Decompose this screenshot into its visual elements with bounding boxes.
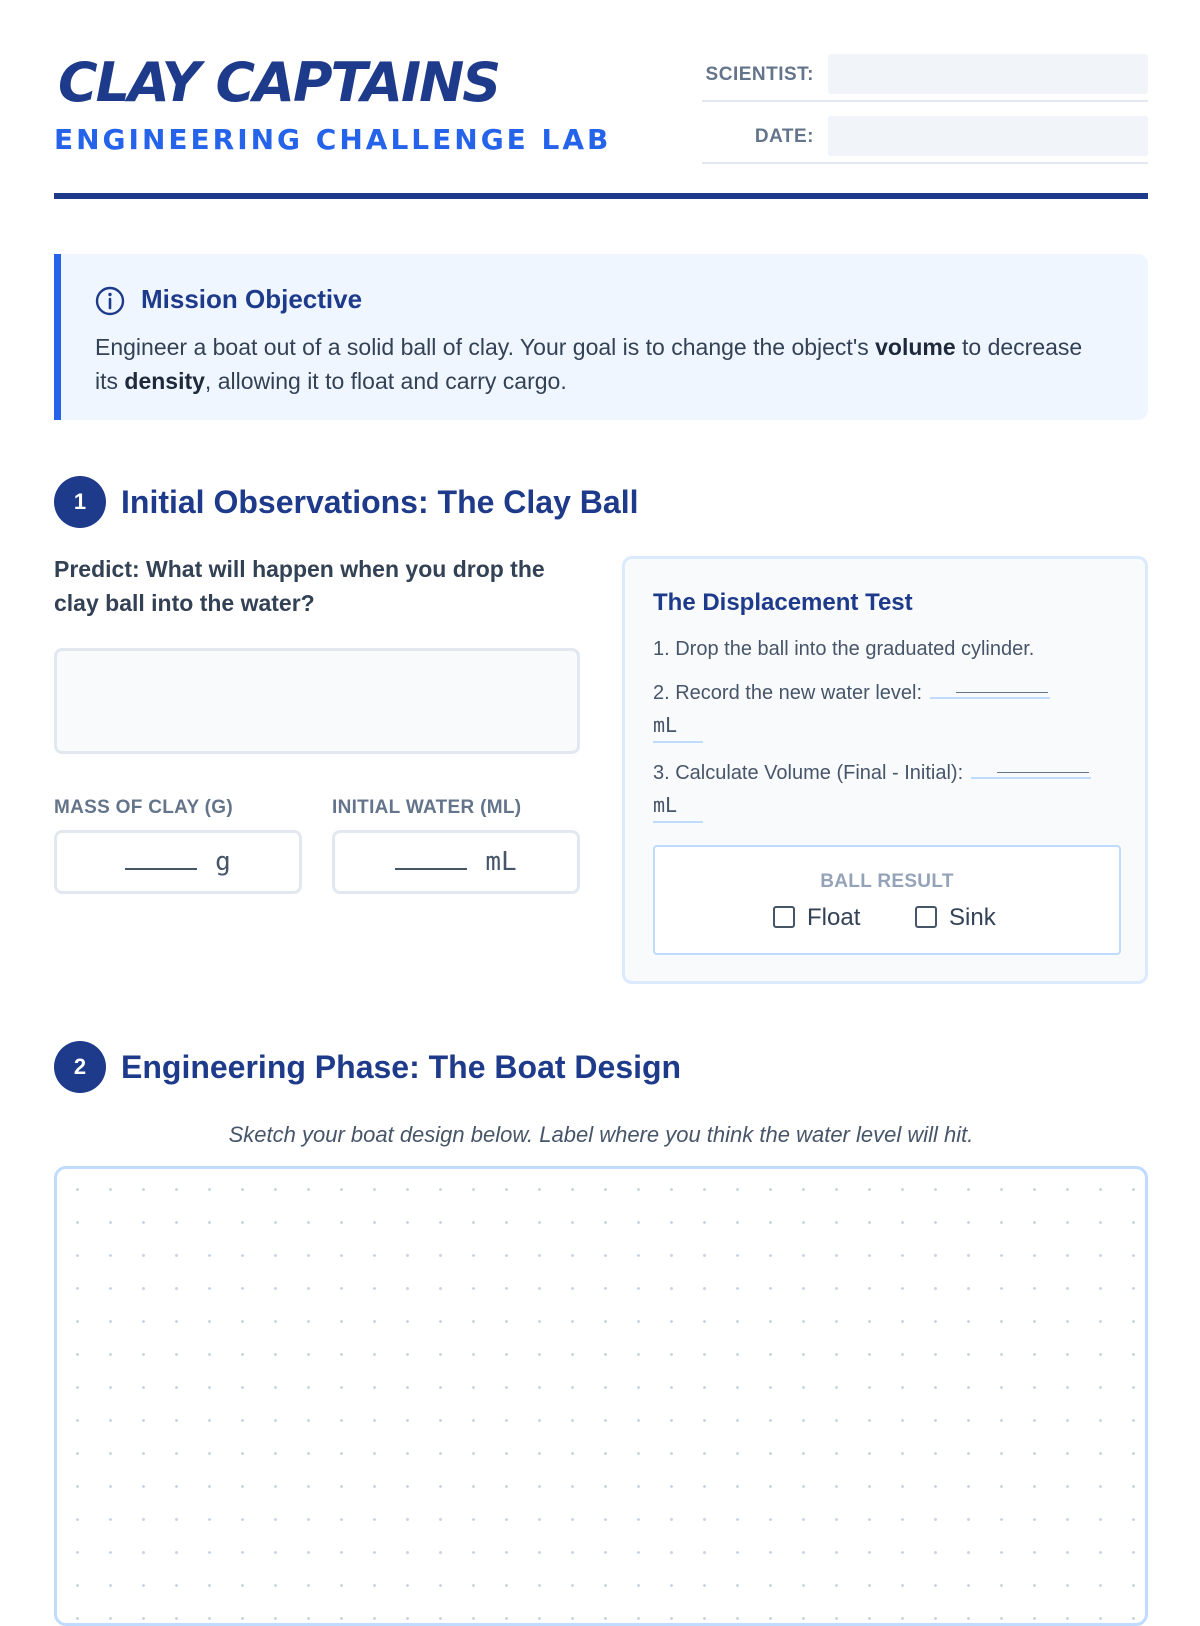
worksheet-title: CLAY CAPTAINS bbox=[58, 51, 500, 114]
mission-title: Mission Objective bbox=[141, 284, 363, 314]
keyword-density: density bbox=[124, 368, 205, 394]
water-level-blank[interactable] bbox=[930, 675, 1050, 699]
predict-prompt: Predict: What will happen when you drop the clay ball into the water? bbox=[54, 556, 545, 616]
info-icon bbox=[95, 286, 125, 316]
scientist-label: SCIENTIST: bbox=[705, 64, 814, 85]
section-number-badge: 1 bbox=[54, 476, 106, 528]
keyword-volume: volume bbox=[875, 334, 956, 360]
mission-objective-callout bbox=[54, 254, 1148, 420]
float-checkbox[interactable] bbox=[773, 906, 795, 928]
float-label: Float bbox=[807, 904, 861, 931]
card-title: The Displacement Test bbox=[653, 589, 913, 616]
mass-input[interactable] bbox=[54, 830, 302, 894]
answer-blank bbox=[395, 848, 467, 870]
ball-result-box bbox=[653, 845, 1121, 955]
initial-water-unit: mL bbox=[485, 847, 517, 877]
scientist-row bbox=[702, 54, 1148, 102]
ball-result-label: BALL RESULT bbox=[820, 871, 954, 892]
header-divider bbox=[54, 193, 1148, 199]
initial-water-input[interactable] bbox=[332, 830, 580, 894]
section-number-badge: 2 bbox=[54, 1041, 106, 1093]
sketch-area[interactable] bbox=[54, 1166, 1148, 1626]
sink-checkbox[interactable] bbox=[915, 906, 937, 928]
step-3: 3. Calculate Volume (Final - Initial): mL bbox=[653, 755, 1123, 823]
scientist-field[interactable] bbox=[828, 54, 1148, 94]
step-3-unit: mL bbox=[653, 789, 703, 823]
float-option[interactable] bbox=[773, 903, 860, 933]
step-1: 1. Drop the ball into the graduated cylinder. bbox=[653, 638, 1035, 660]
date-field[interactable] bbox=[828, 116, 1148, 156]
sink-option[interactable] bbox=[915, 903, 996, 933]
step-2-unit: mL bbox=[653, 709, 703, 743]
volume-blank[interactable] bbox=[971, 755, 1091, 779]
prediction-answer-box[interactable] bbox=[54, 648, 580, 754]
date-label: DATE: bbox=[754, 126, 814, 147]
section-title: Initial Observations: The Clay Ball bbox=[121, 484, 639, 520]
initial-water-label: INITIAL WATER (ML) bbox=[332, 797, 522, 818]
displacement-test-card bbox=[622, 556, 1148, 984]
step-2: 2. Record the new water level: mL bbox=[653, 675, 1123, 743]
worksheet-subtitle: ENGINEERING CHALLENGE LAB bbox=[54, 123, 612, 156]
sink-label: Sink bbox=[949, 904, 996, 931]
mission-text: Engineer a boat out of a solid ball of clay. Your goal is to change the object's volume to decrease its density, allowing it to float and carry cargo. bbox=[95, 334, 1083, 394]
answer-blank bbox=[125, 848, 197, 870]
mass-label: MASS OF CLAY (G) bbox=[54, 797, 233, 818]
sketch-instruction: Sketch your boat design below. Label where you think the water level will hit. bbox=[228, 1122, 974, 1147]
mass-unit: g bbox=[215, 847, 231, 877]
date-row bbox=[702, 116, 1148, 164]
section-title: Engineering Phase: The Boat Design bbox=[121, 1049, 682, 1085]
